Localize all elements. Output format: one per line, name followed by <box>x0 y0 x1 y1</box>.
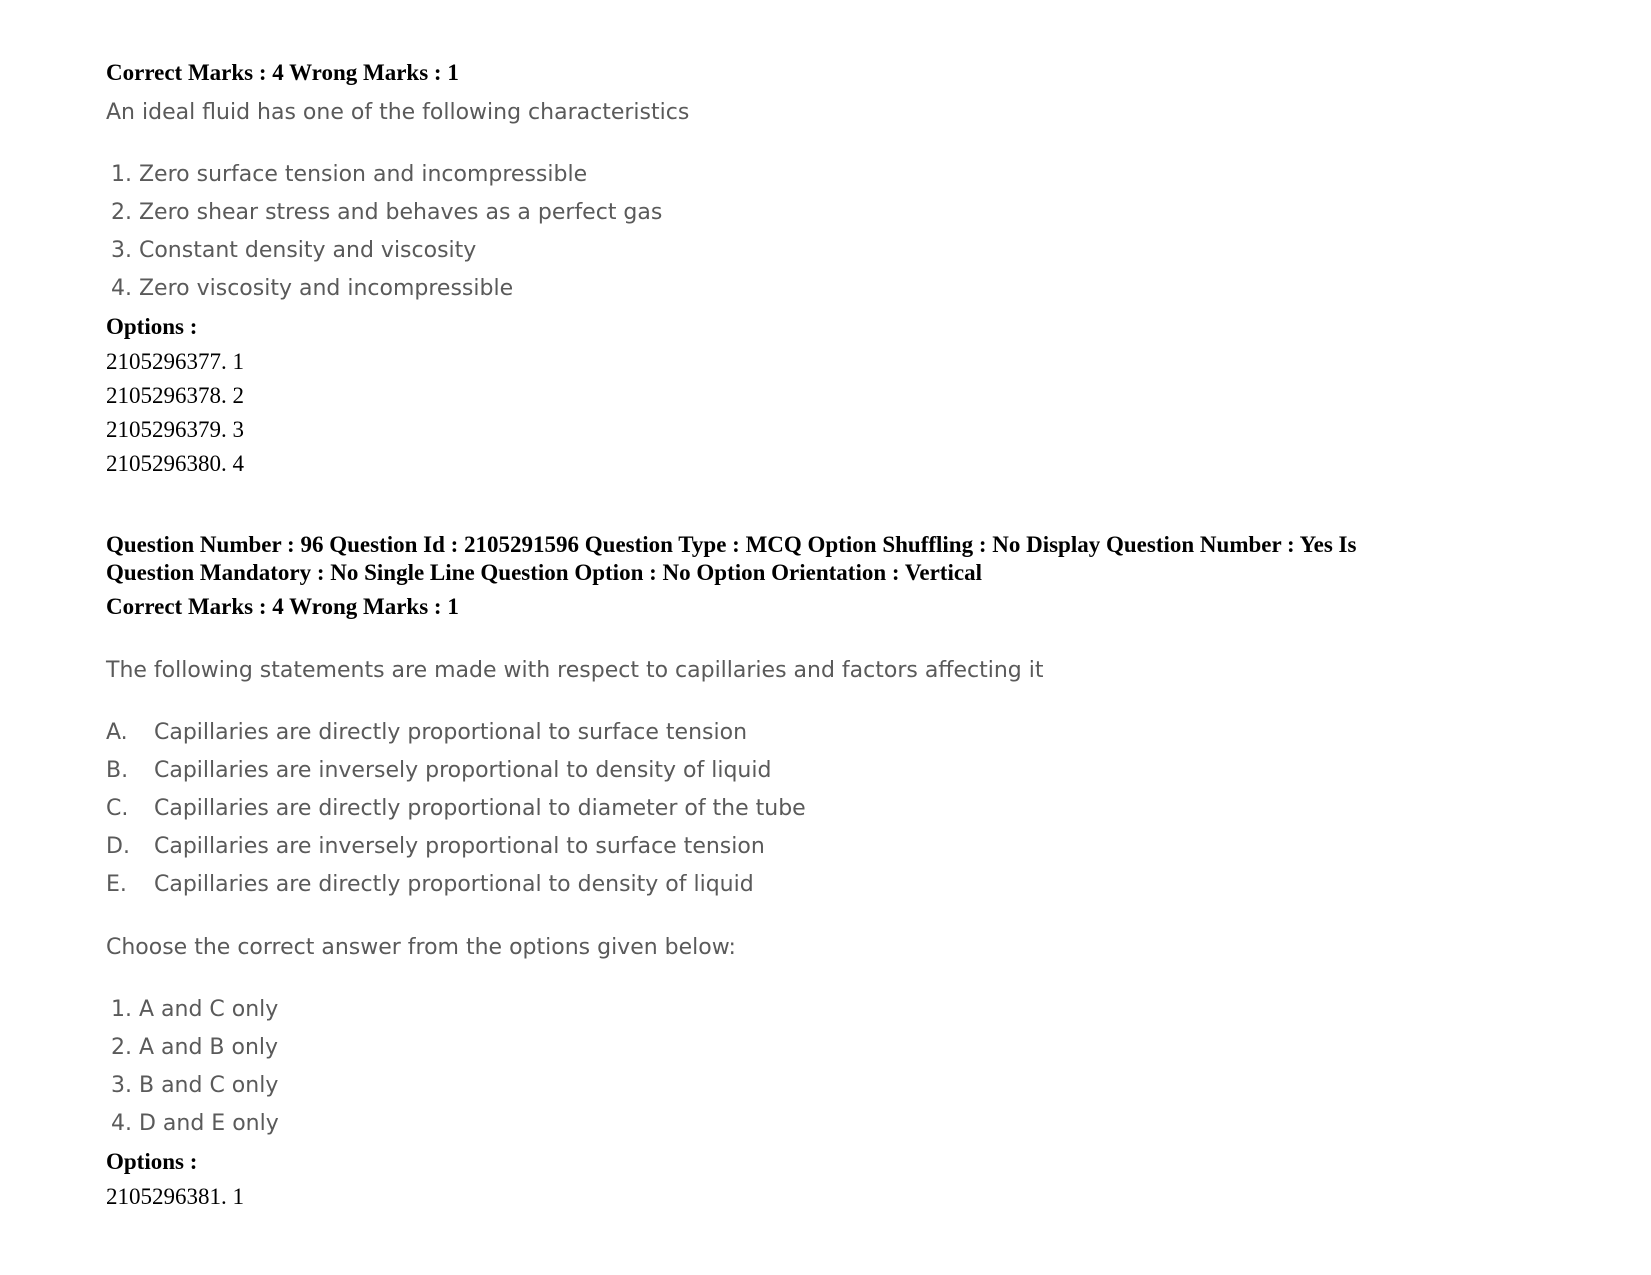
q95-choice-3: 3. Constant density and viscosity <box>111 238 477 263</box>
statement-text: Capillaries are directly proportional to diameter of the tube <box>154 796 806 821</box>
q95-marks: Correct Marks : 4 Wrong Marks : 1 <box>106 60 459 85</box>
q96-choice-4: 4. D and E only <box>111 1111 279 1136</box>
q96-statement-a <box>106 718 747 748</box>
statement-letter: B. <box>106 758 129 783</box>
statement-letter: C. <box>106 796 129 821</box>
q96-options-label: Options : <box>106 1149 198 1174</box>
q96-stem: The following statements are made with respect to capillaries and factors affecting it <box>106 658 1044 683</box>
statement-letter: E. <box>106 872 127 897</box>
statement-text: Capillaries are directly proportional to density of liquid <box>154 872 754 897</box>
q96-header-line1: Question Number : 96 Question Id : 2105291596 Question Type : MCQ Option Shuffling : No Display Question Number : Yes Is <box>106 532 1357 557</box>
q96-statement-b <box>106 756 771 786</box>
q96-statement-e <box>106 870 754 900</box>
q95-option-1: 2105296377. 1 <box>106 349 244 374</box>
q95-stem: An ideal fluid has one of the following characteristics <box>106 100 690 125</box>
q95-choice-4: 4. Zero viscosity and incompressible <box>111 276 514 301</box>
statement-letter: D. <box>106 834 130 859</box>
q96-header-line2: Question Mandatory : No Single Line Question Option : No Option Orientation : Vertical <box>106 560 982 585</box>
q96-statement-c <box>106 794 806 824</box>
q95-option-3: 2105296379. 3 <box>106 417 244 442</box>
q95-option-2: 2105296378. 2 <box>106 383 244 408</box>
q96-choice-3: 3. B and C only <box>111 1073 279 1098</box>
q96-option-1: 2105296381. 1 <box>106 1184 244 1209</box>
q95-options-label: Options : <box>106 314 198 339</box>
statement-letter: A. <box>106 720 128 745</box>
statement-text: Capillaries are directly proportional to surface tension <box>154 720 748 745</box>
q95-option-4: 2105296380. 4 <box>106 451 244 476</box>
q96-statement-d <box>106 832 765 862</box>
statement-text: Capillaries are inversely proportional to surface tension <box>154 834 765 859</box>
q96-choice-2: 2. A and B only <box>111 1035 279 1060</box>
q96-choice-1: 1. A and C only <box>111 997 279 1022</box>
q95-choice-2: 2. Zero shear stress and behaves as a perfect gas <box>111 200 663 225</box>
q95-choice-1: 1. Zero surface tension and incompressible <box>111 162 588 187</box>
statement-text: Capillaries are inversely proportional to density of liquid <box>154 758 772 783</box>
q96-marks: Correct Marks : 4 Wrong Marks : 1 <box>106 594 459 619</box>
q96-instruction: Choose the correct answer from the options given below: <box>106 935 736 960</box>
